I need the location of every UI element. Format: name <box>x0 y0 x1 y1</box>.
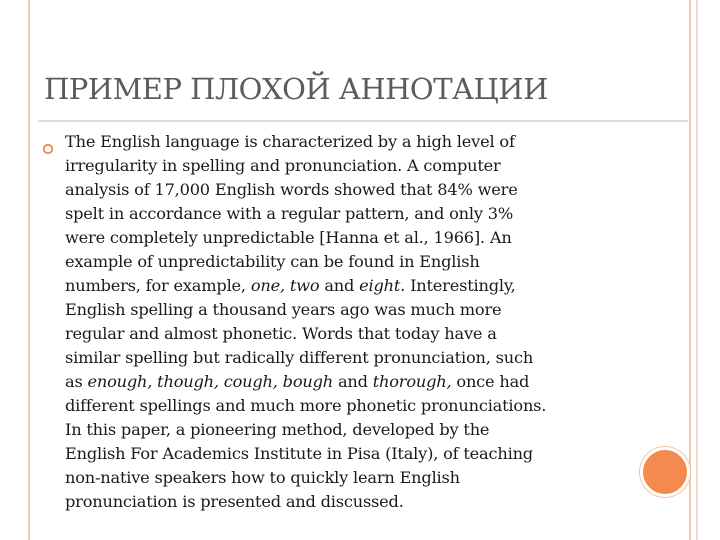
text-segment: and <box>319 276 360 295</box>
italic-text: enough, though, cough, bough <box>87 372 333 391</box>
text-segment: In this paper, a pioneering method, developed by the <box>65 420 490 439</box>
text-segment: irregularity in spelling and pronunciation. A computer <box>65 156 501 175</box>
text-segment: English spelling a thousand years ago was much more <box>65 300 502 319</box>
right-decorative-border <box>689 0 713 540</box>
paragraph-line <box>65 490 635 514</box>
text-segment: Interestingly, <box>405 276 516 295</box>
right-decorative-border-inner <box>696 0 698 540</box>
text-segment: different spellings and much more phonetic pronunciations. <box>65 396 547 415</box>
paragraph-line <box>65 394 635 418</box>
italic-text: thorough, <box>372 372 452 391</box>
paragraph-line <box>65 178 635 202</box>
paragraph-line <box>65 202 635 226</box>
paragraph-line <box>65 298 635 322</box>
text-segment: English For Academics Institute in Pisa (Italy), of teaching <box>65 444 533 463</box>
paragraph-line <box>65 322 635 346</box>
paragraph-line <box>65 370 635 394</box>
text-segment: The English language is characterized by a high level of <box>65 132 515 151</box>
text-segment: non-native speakers how to quickly learn English <box>65 468 460 487</box>
paragraph-line <box>65 226 635 250</box>
paragraph-line <box>65 274 635 298</box>
paragraph-line <box>65 250 635 274</box>
hollow-circle-bullet-icon <box>42 140 54 152</box>
paragraph-line <box>65 442 635 466</box>
text-segment: and <box>333 372 373 391</box>
italic-text: eight. <box>359 276 406 295</box>
text-segment: analysis of 17,000 English words showed that 84% were <box>65 180 518 199</box>
text-segment: pronunciation is presented and discussed. <box>65 492 404 511</box>
text-segment: once had <box>451 372 530 391</box>
paragraph-line <box>65 418 635 442</box>
paragraph-line <box>65 466 635 490</box>
text-segment: were completely unpredictable [Hanna et al., 1966]. An <box>65 228 512 247</box>
text-segment: spelt in accordance with a regular pattern, and only 3% <box>65 204 514 223</box>
text-segment: similar spelling but radically different pronunciation, such <box>65 348 534 367</box>
text-segment: example of unpredictability can be found in English <box>65 252 480 271</box>
paragraph-line <box>65 346 635 370</box>
text-segment: numbers, for example, <box>65 276 251 295</box>
text-segment: as <box>65 372 88 391</box>
title-divider <box>38 120 688 122</box>
left-decorative-border <box>8 0 30 540</box>
orange-decorative-circle <box>640 447 690 497</box>
italic-text: one, two <box>250 276 320 295</box>
abstract-paragraph <box>65 130 635 514</box>
paragraph-line <box>65 130 635 154</box>
text-segment: regular and almost phonetic. Words that today have a <box>65 324 497 343</box>
paragraph-line <box>65 154 635 178</box>
slide-title: ПРИМЕР ПЛОХОЙ АННОТАЦИИ <box>44 72 548 106</box>
